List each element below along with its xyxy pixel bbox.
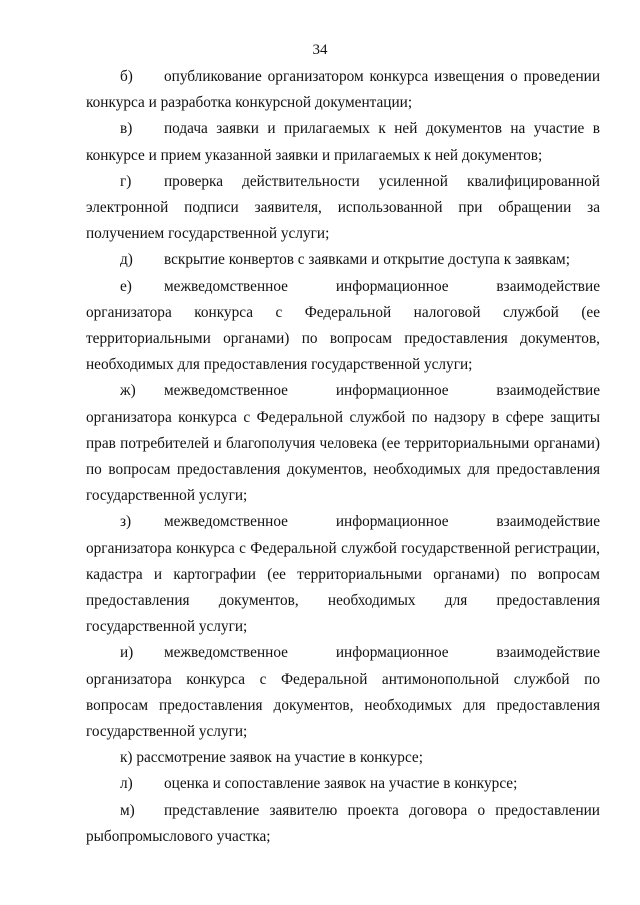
list-item-d (86, 247, 600, 273)
list-item-i (86, 640, 600, 745)
list-item-v (86, 116, 600, 168)
list-item-m (86, 798, 600, 850)
item-text: оценка и сопоставление заявок на участие в конкурсе; (164, 775, 518, 793)
item-marker: к) (120, 749, 133, 767)
list-item-zh (86, 378, 600, 509)
item-marker: з) (120, 513, 132, 531)
item-text: подача заявки и прилагаемых к ней документов на участие в конкурсе и прием указанной заявки и прилагаемых к ней документов; (86, 120, 600, 164)
item-marker: д) (120, 251, 133, 269)
item-text: межведомственное информационное взаимодействие организатора конкурса с Федеральной налоговой службой (ее территориальными органами) по вопросам предоставления документов, необходимых для предоставления государственной услуги; (86, 277, 600, 374)
item-text: рассмотрение заявок на участие в конкурсе; (136, 749, 423, 767)
page-number: 34 (312, 42, 328, 58)
item-marker: в) (120, 120, 133, 138)
item-text: проверка действительности усиленной квалифицированной электронной подписи заявителя, использованной при обращении за получением государственной услуги; (86, 172, 600, 243)
item-text: межведомственное информационное взаимодействие организатора конкурса с Федеральной службой по надзору в сфере защиты прав потребителей и благополучия человека (ее территориальными органами) по вопросам предоставления документов, необходимых для предоставления государственной услуги; (86, 382, 600, 505)
item-marker: ж) (120, 382, 136, 400)
item-marker: л) (120, 775, 133, 793)
list-item-g (86, 169, 600, 248)
item-text: опубликование организатором конкурса извещения о проведении конкурса и разработка конкурсной документации; (86, 68, 600, 112)
item-text: межведомственное информационное взаимодействие организатора конкурса с Федеральной антимонопольной службой по вопросам предоставления документов, необходимых для предоставления государственной услуги; (86, 644, 600, 741)
list-item-l (86, 771, 600, 797)
item-marker: б) (120, 68, 133, 85)
list-item-e (86, 274, 600, 379)
item-text: вскрытие конвертов с заявками и открытие доступа к заявкам; (164, 251, 570, 269)
list-item-z (86, 509, 600, 640)
list-item-k (86, 745, 600, 771)
document-body (86, 64, 600, 850)
item-marker: г) (120, 172, 132, 190)
item-marker: е) (120, 277, 132, 295)
list-item-b (86, 64, 600, 116)
item-text: межведомственное информационное взаимодействие организатора конкурса с Федеральной службой государственной регистрации, кадастра и картографии (ее территориальными органами) по вопросам предоставления документов, необходимых для предоставления государственной услуги; (86, 513, 600, 636)
item-text: представление заявителю проекта договора о предоставлении рыбопромыслового участка; (86, 801, 600, 845)
item-marker: м) (120, 801, 135, 819)
item-marker: и) (120, 644, 134, 662)
